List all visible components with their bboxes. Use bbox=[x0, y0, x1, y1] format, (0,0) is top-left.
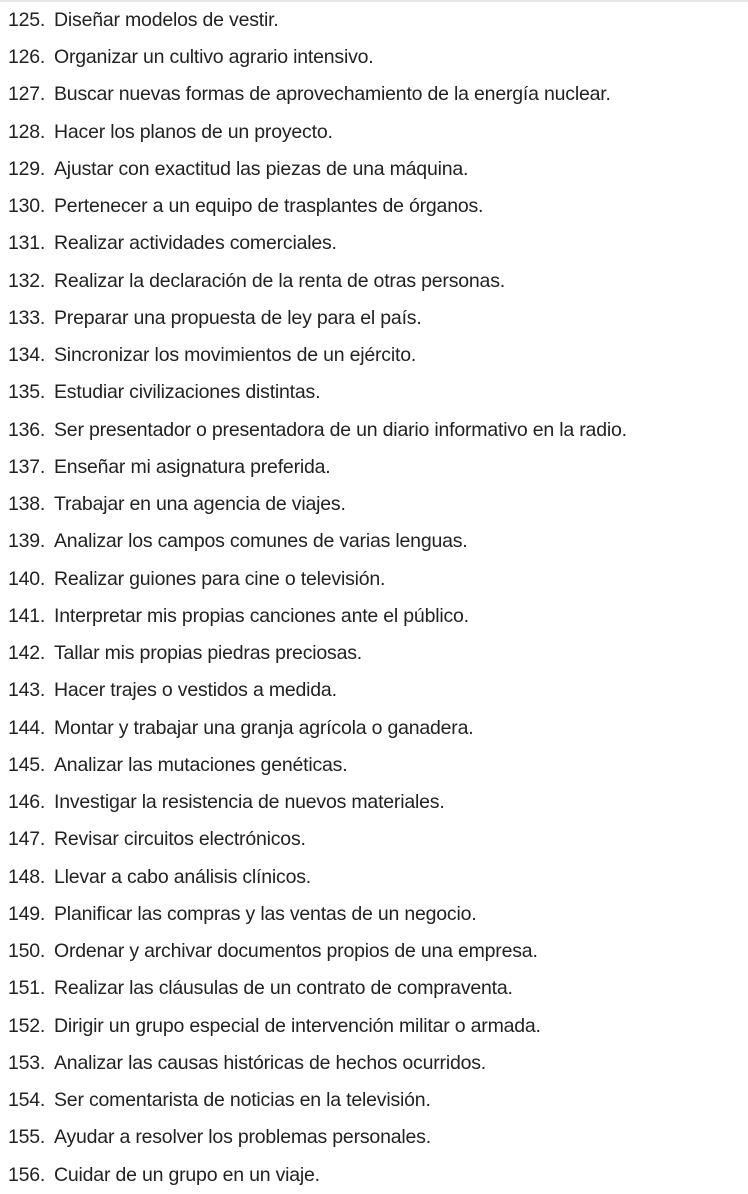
item-text: Realizar guiones para cine o televisión. bbox=[54, 567, 386, 590]
item-text: Analizar las causas históricas de hechos ocurridos. bbox=[54, 1051, 487, 1074]
item-text: Diseñar modelos de vestir. bbox=[54, 8, 279, 31]
item-text: Tallar mis propias piedras preciosas. bbox=[54, 642, 362, 664]
list-item bbox=[0, 598, 469, 635]
item-number: 150. bbox=[8, 940, 46, 962]
item-number: 133. bbox=[8, 306, 46, 329]
item-number: 128. bbox=[8, 120, 46, 143]
list-item bbox=[0, 77, 611, 114]
item-number: 135. bbox=[8, 381, 46, 404]
item-number: 153. bbox=[8, 1051, 46, 1074]
item-number: 144. bbox=[8, 716, 46, 739]
item-text: Preparar una propuesta de ley para el país. bbox=[54, 306, 422, 329]
item-text: Hacer trajes o vestidos a medida. bbox=[54, 679, 337, 702]
item-number: 132. bbox=[8, 269, 46, 292]
item-number: 138. bbox=[8, 493, 46, 515]
item-number: 146. bbox=[8, 791, 46, 813]
item-text: Analizar los campos comunes de varias lenguas. bbox=[54, 530, 468, 553]
list-item bbox=[0, 859, 311, 896]
item-number: 141. bbox=[8, 604, 46, 627]
item-text: Sincronizar los movimientos de un ejército. bbox=[54, 344, 417, 366]
item-number: 149. bbox=[8, 902, 46, 925]
item-number: 136. bbox=[8, 418, 46, 441]
list-item bbox=[0, 226, 337, 263]
list-item bbox=[0, 188, 483, 225]
list-item bbox=[0, 1082, 431, 1119]
item-number: 155. bbox=[8, 1126, 46, 1149]
item-number: 137. bbox=[8, 455, 46, 478]
item-number: 139. bbox=[8, 530, 46, 553]
item-number: 142. bbox=[8, 642, 46, 664]
list-item bbox=[0, 39, 374, 76]
item-text: Realizar las cláusulas de un contrato de compraventa. bbox=[54, 977, 513, 1000]
item-text: Realizar la declaración de la renta de otras personas. bbox=[54, 269, 505, 292]
list-item bbox=[0, 1157, 320, 1194]
list-item bbox=[0, 300, 422, 337]
list-item bbox=[0, 896, 476, 933]
item-text: Hacer los planos de un proyecto. bbox=[54, 120, 333, 143]
item-text: Dirigir un grupo especial de intervención militar o armada. bbox=[54, 1014, 541, 1037]
list-item bbox=[0, 822, 306, 859]
item-number: 129. bbox=[8, 157, 46, 180]
item-number: 140. bbox=[8, 567, 46, 590]
list-item bbox=[0, 449, 331, 486]
list-item bbox=[0, 151, 468, 188]
item-number: 147. bbox=[8, 828, 46, 851]
item-number: 151. bbox=[8, 977, 46, 1000]
item-text: Pertenecer a un equipo de trasplantes de órganos. bbox=[54, 195, 484, 217]
list-item bbox=[0, 710, 473, 747]
item-text: Ajustar con exactitud las piezas de una máquina. bbox=[54, 157, 469, 180]
item-text: Ordenar y archivar documentos propios de una empresa. bbox=[54, 940, 538, 962]
item-number: 143. bbox=[8, 679, 46, 702]
list-item bbox=[0, 1008, 541, 1045]
item-text: Analizar las mutaciones genéticas. bbox=[54, 753, 348, 776]
item-text: Llevar a cabo análisis clínicos. bbox=[54, 865, 311, 888]
list-item bbox=[0, 486, 346, 523]
item-text: Revisar circuitos electrónicos. bbox=[54, 828, 306, 851]
list-item bbox=[0, 971, 513, 1008]
list-item bbox=[0, 2, 279, 39]
list-item bbox=[0, 933, 538, 970]
item-text: Organizar un cultivo agrario intensivo. bbox=[54, 46, 374, 68]
item-number: 156. bbox=[8, 1163, 46, 1186]
item-text: Interpretar mis propias canciones ante el público. bbox=[54, 604, 469, 627]
item-number: 145. bbox=[8, 753, 46, 776]
item-text: Cuidar de un grupo en un viaje. bbox=[54, 1163, 320, 1186]
list-item bbox=[0, 635, 362, 672]
item-text: Buscar nuevas formas de aprovechamiento de la energía nuclear. bbox=[54, 83, 611, 106]
list-item bbox=[0, 747, 347, 784]
item-number: 130. bbox=[8, 195, 46, 217]
item-number: 131. bbox=[8, 232, 46, 255]
item-number: 148. bbox=[8, 865, 46, 888]
item-number: 127. bbox=[8, 83, 46, 106]
list-item bbox=[0, 114, 333, 151]
list-item bbox=[0, 561, 385, 598]
list-item bbox=[0, 524, 468, 561]
item-number: 125. bbox=[8, 8, 46, 31]
item-text: Ayudar a resolver los problemas personales. bbox=[54, 1126, 431, 1149]
list-item bbox=[0, 263, 505, 300]
list-item bbox=[0, 337, 416, 374]
list-item bbox=[0, 784, 445, 821]
item-text: Investigar la resistencia de nuevos materiales. bbox=[54, 791, 445, 813]
item-number: 154. bbox=[8, 1089, 46, 1111]
item-text: Ser presentador o presentadora de un diario informativo en la radio. bbox=[54, 418, 627, 441]
list-item bbox=[0, 375, 320, 412]
item-text: Ser comentarista de noticias en la televisión. bbox=[54, 1089, 431, 1111]
list-item bbox=[0, 412, 627, 449]
item-text: Realizar actividades comerciales. bbox=[54, 232, 337, 255]
item-number: 152. bbox=[8, 1014, 46, 1037]
item-text: Montar y trabajar una granja agrícola o ganadera. bbox=[54, 716, 474, 739]
item-text: Trabajar en una agencia de viajes. bbox=[54, 493, 346, 515]
list-item bbox=[0, 1120, 431, 1157]
item-text: Enseñar mi asignatura preferida. bbox=[54, 455, 331, 478]
list-item bbox=[0, 1045, 486, 1082]
item-text: Planificar las compras y las ventas de un negocio. bbox=[54, 902, 477, 925]
list-item bbox=[0, 673, 337, 710]
item-text: Estudiar civilizaciones distintas. bbox=[54, 381, 321, 404]
item-number: 126. bbox=[8, 46, 46, 68]
item-number: 134. bbox=[8, 344, 46, 366]
